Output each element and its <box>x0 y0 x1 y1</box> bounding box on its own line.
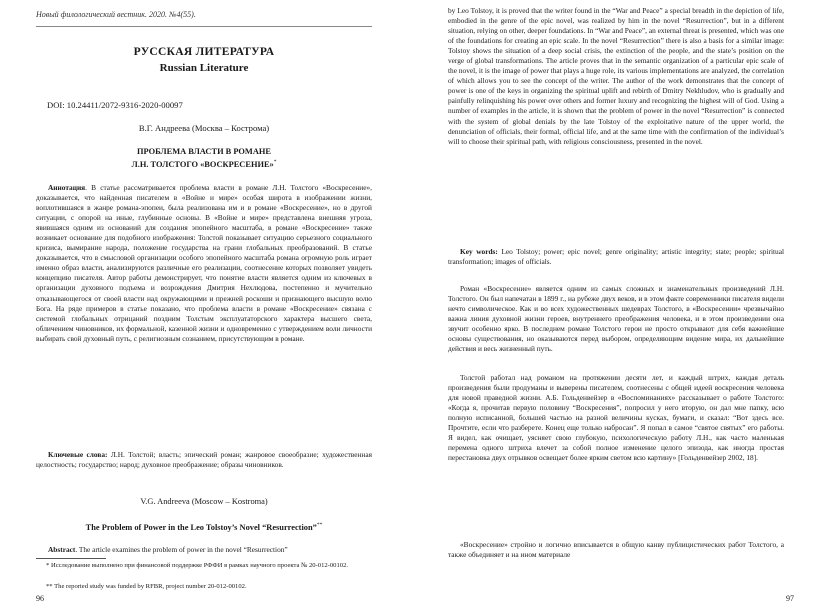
article-title-ru-line2-text: Л.Н. ТОЛСТОГО «ВОСКРЕСЕНИЕ» <box>131 159 274 169</box>
keywords-ru-text: Л.Н. Толстой; власть; эпический роман; жанровое своеобразие; художественная целостность; государство; народ; духовное преображение; образы чиновников. <box>36 450 372 470</box>
header-rule <box>36 26 372 27</box>
abstract-en <box>36 545 372 555</box>
author-ru: В.Г. Андреева (Москва – Кострома) <box>138 123 270 133</box>
keywords-en-text: Leo Tolstoy; power; epic novel; genre originality; artistic integrity; state; people; spiritual transformation; images of officials. <box>448 247 784 267</box>
author-en: V.G. Andreeva (Moscow – Kostroma) <box>140 497 268 506</box>
footnote-rule <box>36 558 106 559</box>
body-paragraph-3: «Воскресение» стройно и логично вписывается в общую канву публицистических работ Толстого, а также объединяет и на ином материале <box>448 540 784 560</box>
article-title-ru-line1: ПРОБЛЕМА ВЛАСТИ В РОМАНЕ <box>137 147 271 156</box>
footnote-ru: * Исследование выполнено при финансовой поддержке РФФИ в рамках научного проекта № 20-012-00102. <box>46 562 349 569</box>
keywords-en-label: Key words: <box>460 247 498 256</box>
abstract-ru-text: . В статье рассматривается проблема власти в романе Л.Н. Толстого «Воскресение», доказывается, что найденная писателем в «Войне и мире» особая широта в изображении жизни, воплотившаяся в жанре романа-эпопеи, была реализована им и в романе «Воскресение», но в другой ситуации, с опорой на иные, глубинные основы. В «Войне и мире» представлена внешняя угроза, явившаяся одним из оснований для создания эпопейного масштаба, в романе «Воскресение» также возникает основание для подобного изображения: Толстой показывает ситуацию серьезного социального кризиса, вымирание народа, положение государства на грани глобальных преобразований. В статье доказывается, что в смысловой организации особого эпопейного масштаба романа огромную роль играет именно образ власти, анализируются различные его реализации, соотнесение которых позволяет увидеть концепцию писателя. Автор работы демонстрирует, что понятие власти является одним из ключевых в организации духовного подъема и возрождения Дмитрия Нехлюдова, постепенно и мучительно отказывающегося от своей власти над окружающими и прежней роскоши и признающего высшую волю Бога. На ряде примеров в статье показано, что проблема власти в романе «Воскресение» связана с системой глобальных отрицаний поздним Толстым эксплуататорского характера высшего света, обличением чиновников, их формальной, казенной жизни и одновременно с утверждением воли личности выбирать свой духовный путь, с религиозным сознанием, присутствующим в романе. <box>36 183 372 343</box>
section-title-en: Russian Literature <box>159 62 249 74</box>
footnote-mark: * <box>273 159 277 165</box>
keywords-en <box>448 247 784 267</box>
footnote-en: ** The reported study was funded by RFBR, project number 20-012-00102. <box>46 583 247 590</box>
article-title-ru-line2 <box>36 157 372 170</box>
section-title-ru: РУССКАЯ ЛИТЕРАТУРА <box>133 46 275 58</box>
page-number-left: 96 <box>36 594 44 603</box>
keywords-ru <box>36 450 372 470</box>
abstract-ru <box>36 183 372 344</box>
article-title-en <box>36 522 372 532</box>
abstract-en-continued: by Leo Tolstoy, it is proved that the writer found in the “War and Peace” a special breadth in the depiction of life, embodied in the genre of the epic novel, was realized by him in the novel “Resurrection”, but in a different situation, relying on other, deeper foundations. In “War and Peace”, an external threat is presented, which was one of the foundations for creating an epic scale. In the novel “Resurrection” there is also a basis for a similar image: Tolstoy shows the situation of a deep social crisis, the extinction of the people, and the state’s position on the verge of global transformations. The article proves that in the semantic organization of a particular epic scale of the novel, it is the image of power that plays a huge role, its various implementations are analyzed, the correlation of which allows you to see the concept of the writer. The author of the work demonstrates that the concept of power is one of the keys in organizing the spiritual uplift and rebirth of Dmitry Nekhludov, who is gradually and painfully relinquishing his power over others and former luxury and recognizing the highest will of God. Using a number of examples in the article, it is shown that the problem of power in the novel “Resurrection” is connected with the system of global denials by the late Tolstoy of the exploitative nature of the upper world, the denunciation of officials, their formal, official life, and at the same time with the confirmation of the individual’s will to choose their spiritual path, with religious consciousness, presented in the novel. <box>448 6 784 146</box>
body-paragraph-2: Толстой работал над романом на протяжении десяти лет, и каждый штрих, каждая деталь произведения были продуманы и выверены писателем, соотнесены с общей идеей воскресения человека для новой праведной жизни. А.Б. Гольденвейзер в «Воспоминаниях» рассказывает о работе Толстого: «Когда я, прочитав первую половину “Воскресения”, попросил у него вторую, он дал мне папку, всю полную исписанной, большей частью на разной величины кусках, бумаги, и сказал: “Вот здесь все. Прочтите, если что разберете. Конец еще только набросан”. Я попал в самое “святое святых” его работы. Я видел, как очищает, уясняет свою глубокую, психологическую работу Л.Н., как часто маленькая перемена одного штриха влечет за собой полное изменение целого эпизода, как иногда простая перестановка двух отрывков освещает более ярким светом всю картину» [Гольденвейзер 2002, 18]. <box>448 373 784 463</box>
body-paragraph-1: Роман «Воскресение» является одним из самых сложных и знаменательных произведений Л.Н. Толстого. Он был напечатан в 1899 г., на рубеже двух веков, и в этом факте современники писателя видели нечто символическое. Как и во всех художественных шедеврах Толстого, в «Воскресении» чрезвычайно важна линия духовной жизни героев, внутреннего преображения человека, и в этом произведении она звучит особенно ярко. В последнем романе Толстого герои не просто открывают для себя важнейшие основы существования, но оказываются перед выбором, определяющим видение мира, их дальнейшие действия и весь жизненный путь. <box>448 284 784 354</box>
abstract-en-text: . The article examines the problem of power in the novel “Resurrection” <box>75 545 288 554</box>
article-title-ru <box>36 146 372 170</box>
article-title-en-text: The Problem of Power in the Leo Tolstoy’s Novel “Resurrection” <box>85 522 317 532</box>
abstract-ru-label: Аннотация <box>48 183 86 192</box>
keywords-ru-label: Ключевые слова: <box>48 450 108 459</box>
abstract-en-label: Abstract <box>48 545 76 554</box>
footnote-mark-en: ** <box>316 522 323 528</box>
page-number-right: 97 <box>786 594 794 603</box>
doi: DOI: 10.24411/2072-9316-2020-00097 <box>47 100 183 110</box>
running-head: Новый филологический вестник. 2020. №4(55). <box>36 10 196 19</box>
